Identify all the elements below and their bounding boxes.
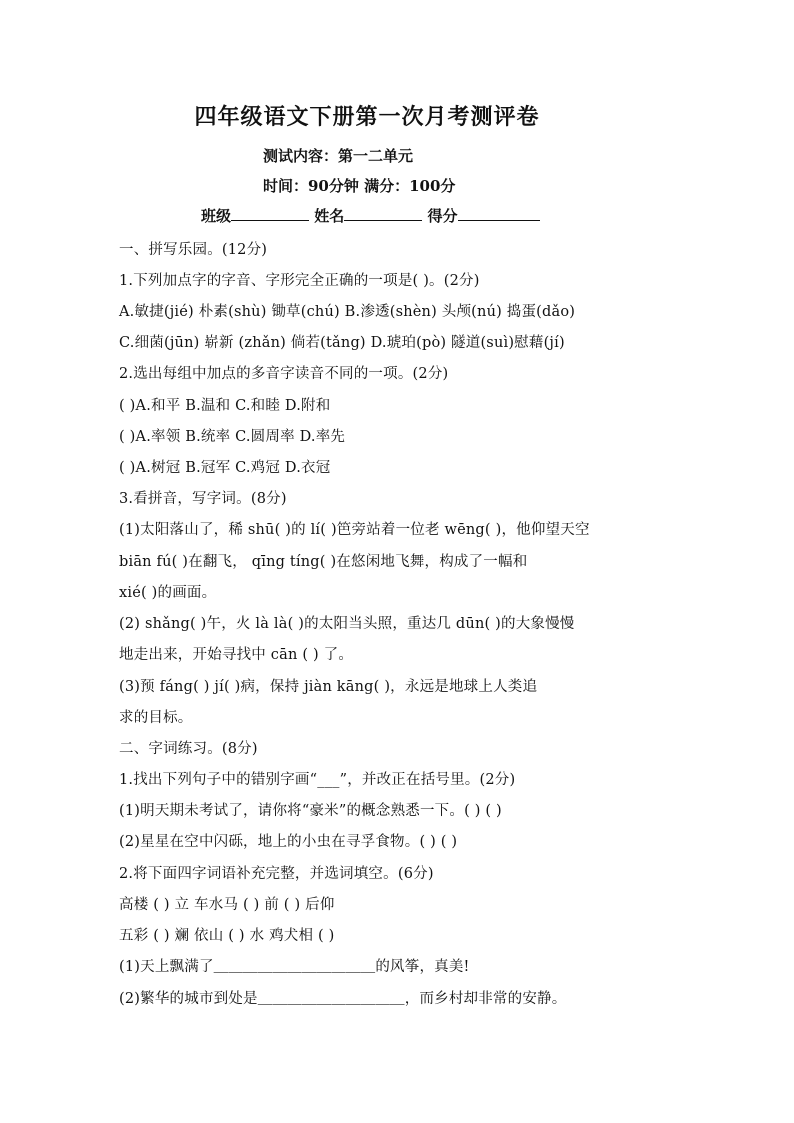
- question-2-2-idioms-row-2: 五彩 ( ) 斓 依山 ( ) 水 鸡犬相 ( ): [119, 928, 335, 944]
- question-1-3-part-1-line-1: (1)太阳落山了，稀 shū( )的 lí( )笆旁站着一位老 wēng( )，他仰望天空: [119, 522, 590, 538]
- question-1-2: 2.选出每组中加点的多音字读音不同的一项。(2分): [119, 366, 449, 382]
- name-label: 姓名: [314, 207, 345, 225]
- time-score-label: 时间：90分钟 满分：100分: [263, 177, 456, 195]
- class-label: 班级: [201, 207, 232, 225]
- question-1-1: 1.下列加点字的字音、字形完全正确的一项是( )。(2分): [119, 273, 480, 289]
- question-1-3-part-2-line-2: 地走出来，开始寻找中 cān ( ) 了。: [119, 647, 354, 663]
- question-1-2-group-3: ( )A.树冠 B.冠军 C.鸡冠 D.衣冠: [119, 460, 331, 476]
- page-title-text: 四年级语文下册第一次月考测评卷: [194, 104, 540, 130]
- question-2-2-idioms-row-1: 高楼 ( ) 立 车水马 ( ) 前 ( ) 后仰: [119, 897, 335, 913]
- score-field[interactable]: [458, 206, 540, 221]
- question-2-1: 1.找出下列句子中的错别字画“___”，并改正在括号里。(2分): [119, 772, 516, 788]
- page-title: [0, 100, 794, 131]
- question-2-1-sentence-1: (1)明天期未考试了，请你将“豪米”的概念熟悉一下。( ) ( ): [119, 803, 502, 819]
- question-1-3-part-1-line-2: biān fú( )在翻飞， qīng tíng( )在悠闲地飞舞，构成了一幅和: [119, 554, 528, 570]
- question-1-2-group-2: ( )A.率领 B.统率 C.圆周率 D.率先: [119, 429, 346, 445]
- score-label: 得分: [427, 207, 458, 225]
- student-info-row: [201, 205, 540, 226]
- test-content-label: 测试内容：第一二单元: [263, 147, 414, 165]
- question-2-2-fill-2: (2)繁华的城市到处是＿＿＿＿＿＿＿＿＿＿，而乡村却非常的安静。: [119, 991, 567, 1007]
- question-2-1-sentence-2: (2)星星在空中闪砾，地上的小虫在寻孚食物。( ) ( ): [119, 834, 458, 850]
- question-1-3-part-3-line-2: 求的目标。: [119, 710, 193, 726]
- question-2-2: 2.将下面四字词语补充完整，并选词填空。(6分): [119, 866, 434, 882]
- section-1-heading: 一、拼写乐园。(12分): [119, 242, 268, 258]
- question-1-3-part-3-line-1: (3)预 fáng( ) jí( )病，保持 jiàn kāng( )，永远是地球上人类追: [119, 679, 538, 695]
- question-1-2-group-1: ( )A.和平 B.温和 C.和睦 D.附和: [119, 398, 331, 414]
- question-1-3: 3.看拼音，写字词。(8分): [119, 491, 287, 507]
- question-1-3-part-2-line-1: (2) shǎng( )午，火 là là( )的太阳当头照，重达几 dūn( )的大象慢慢: [119, 616, 575, 632]
- section-2-heading: 二、字词练习。(8分): [119, 741, 258, 757]
- question-1-3-part-1-line-3: xié( )的画面。: [119, 585, 217, 601]
- name-field[interactable]: [344, 206, 422, 221]
- question-1-1-options-cd: C.细菌(jūn) 崭新 (zhǎn) 倘若(tǎng) D.琥珀(pò) 隧道(suì)慰藉(jí): [119, 335, 565, 351]
- question-2-2-fill-1: (1)天上飘满了＿＿＿＿＿＿＿＿＿＿＿的风筝，真美!: [119, 959, 470, 975]
- question-1-1-options-ab: A.敏捷(jié) 朴素(shù) 锄草(chú) B.渗透(shèn) 头颅(nú) 捣蛋(dǎo): [119, 304, 576, 320]
- class-field[interactable]: [231, 206, 309, 221]
